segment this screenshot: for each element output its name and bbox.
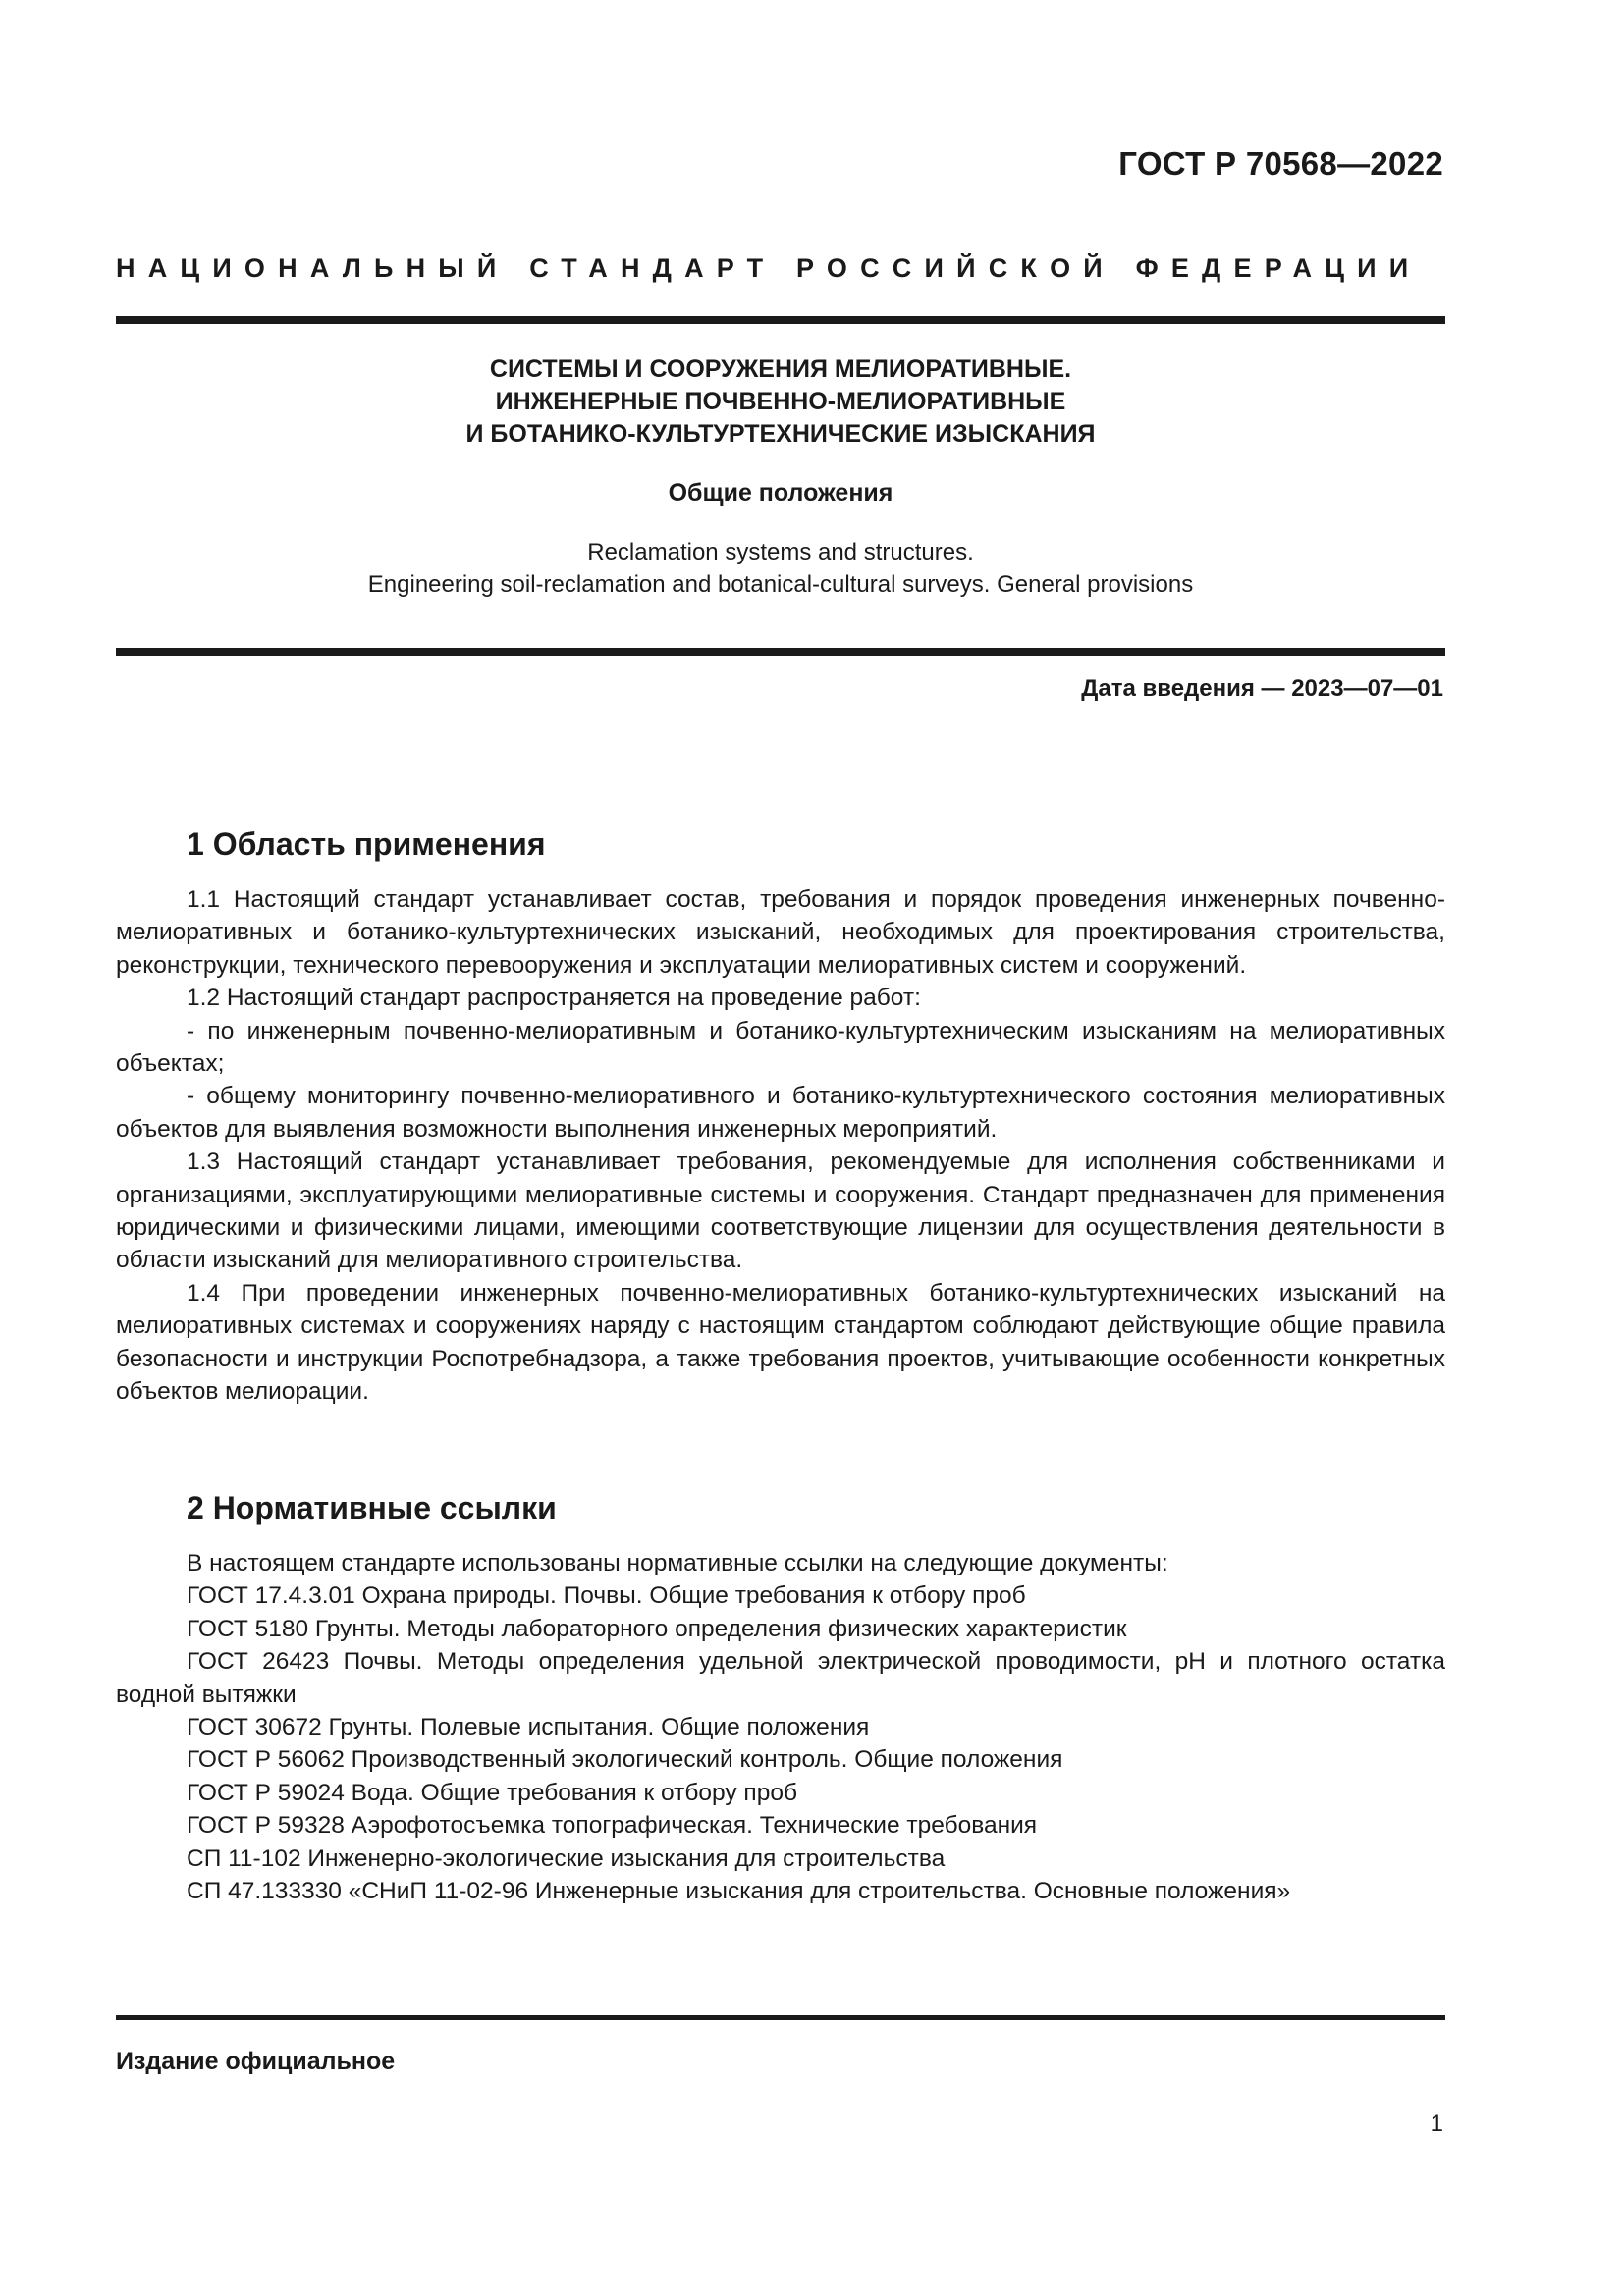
title-line: СИСТЕМЫ И СООРУЖЕНИЯ МЕЛИОРАТИВНЫЕ. bbox=[489, 355, 1072, 383]
reference-item: СП 47.133330 «СНиП 11-02-96 Инженерные изыскания для строительства. Основные положения» bbox=[187, 1878, 1291, 1905]
page-number: 1 bbox=[1430, 2110, 1443, 2137]
section-heading: 1 Область применения bbox=[187, 827, 546, 862]
edition-label: Издание официальное bbox=[116, 2048, 396, 2075]
list-item: - общему мониторингу почвенно-мелиоративного и ботанико-культуртехнического состояния мелиоративных объектов для выявления возможности выполнения инженерных мероприятий. bbox=[116, 1083, 1445, 1143]
references-intro: В настоящем стандарте использованы нормативные ссылки на следующие документы: bbox=[187, 1550, 1168, 1576]
introduction-date: Дата введения — 2023—07—01 bbox=[1081, 675, 1443, 702]
title-block bbox=[116, 353, 1445, 601]
document-subtitle: Общие положения bbox=[668, 479, 893, 507]
reference-item: ГОСТ Р 59328 Аэрофотосъемка топографическая. Технические требования bbox=[187, 1812, 1038, 1840]
footer-divider bbox=[116, 2015, 1445, 2020]
section-body bbox=[116, 883, 1445, 1409]
national-standard-banner: НАЦИОНАЛЬНЫЙ СТАНДАРТ РОССИЙСКОЙ ФЕДЕРАЦИИ bbox=[116, 253, 1422, 283]
paragraph: 1.2 Настоящий стандарт распространяется на проведение работ: bbox=[187, 985, 921, 1012]
english-title-line: Engineering soil-reclamation and botanical-cultural surveys. General provisions bbox=[367, 571, 1194, 598]
reference-item: ГОСТ Р 56062 Производственный экологический контроль. Общие положения bbox=[187, 1746, 1063, 1774]
reference-item: ГОСТ Р 59024 Вода. Общие требования к отбору проб bbox=[187, 1779, 797, 1806]
reference-item: ГОСТ 30672 Грунты. Полевые испытания. Общие положения bbox=[187, 1714, 870, 1741]
list-item: - по инженерным почвенно-мелиоративным и ботанико-культуртехническим изысканиям на мелиоративных объектах; bbox=[116, 1017, 1445, 1078]
reference-item: ГОСТ 5180 Грунты. Методы лабораторного определения физических характеристик bbox=[187, 1615, 1127, 1642]
english-title-line: Reclamation systems and structures. bbox=[587, 539, 974, 565]
paragraph: 1.4 При проведении инженерных почвенно-мелиоративных ботанико-культуртехнических изысканий на мелиоративных системах и сооружениях наряду с настоящим стандартом соблюдают действующие общие правила безопасности и инструкции Роспотребнадзора, а также требования проектов, учитывающие особенности конкретных объектов мелиорации. bbox=[116, 1279, 1445, 1406]
section-heading: 2 Нормативные ссылки bbox=[187, 1490, 557, 1525]
paragraph: 1.3 Настоящий стандарт устанавливает требования, рекомендуемые для исполнения собственниками и организациями, эксплуатирующими мелиоративные системы и сооружения. Стандарт предназначен для применения юридическими и физическими лицами, имеющими соответствующие лицензии для осуществления деятельности в области изысканий для мелиоративного строительства. bbox=[116, 1148, 1445, 1274]
top-divider bbox=[116, 316, 1445, 324]
title-line: И БОТАНИКО-КУЛЬТУРТЕХНИЧЕСКИЕ ИЗЫСКАНИЯ bbox=[465, 420, 1096, 448]
reference-item: СП 11-102 Инженерно-экологические изыскания для строительства bbox=[187, 1844, 946, 1872]
middle-divider bbox=[116, 648, 1445, 656]
references-body bbox=[116, 1547, 1445, 1907]
paragraph: 1.1 Настоящий стандарт устанавливает состав, требования и порядок проведения инженерных почвенно-мелиоративных и ботанико-культуртехнических изысканий, необходимых для проектирования строительства, реконструкции, технического перевооружения и эксплуатации мелиоративных систем и сооружений. bbox=[116, 886, 1445, 979]
reference-item: ГОСТ 26423 Почвы. Методы определения удельной электрической проводимости, pH и плотного остатка водной вытяжки bbox=[116, 1648, 1445, 1708]
title-line: ИНЖЕНЕРНЫЕ ПОЧВЕННО-МЕЛИОРАТИВНЫЕ bbox=[495, 388, 1066, 415]
document-number: ГОСТ Р 70568—2022 bbox=[1118, 145, 1443, 182]
reference-item: ГОСТ 17.4.3.01 Охрана природы. Почвы. Общие требования к отбору проб bbox=[187, 1582, 1026, 1610]
